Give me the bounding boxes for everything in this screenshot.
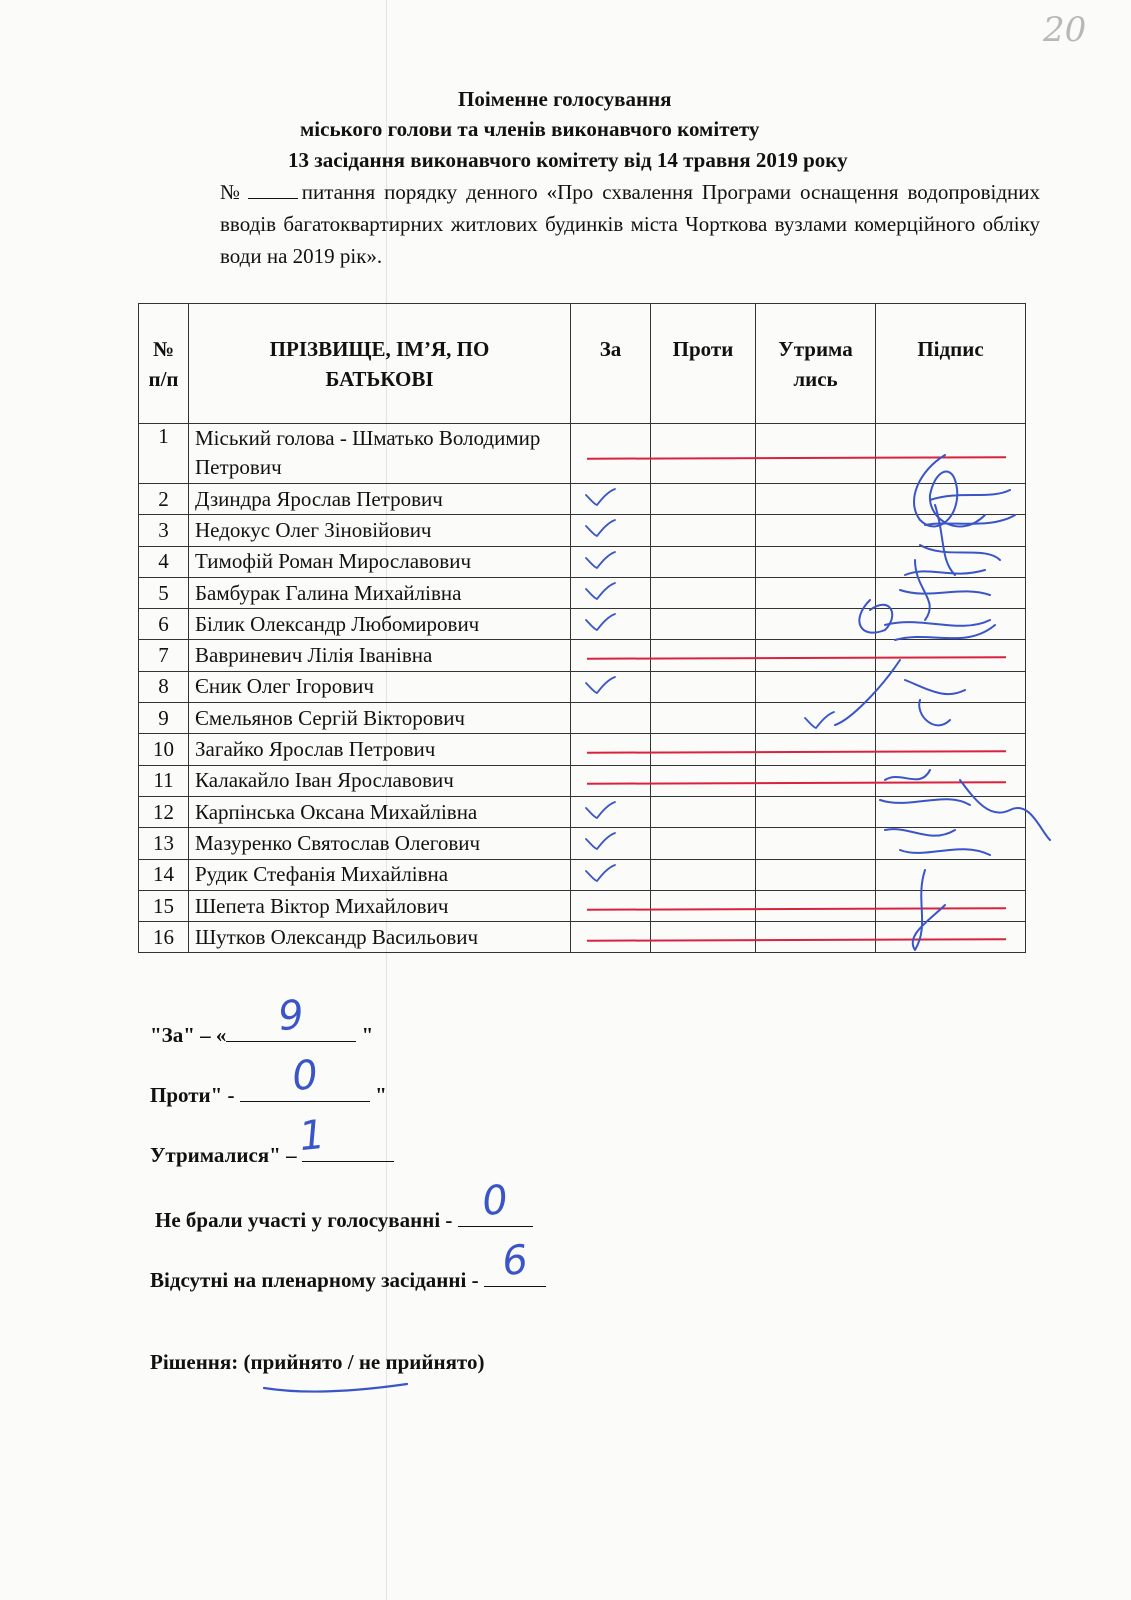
vote-cell-abstain	[756, 577, 876, 608]
vote-cell-against	[651, 859, 756, 890]
member-name: Ємельянов Сергій Вікторович	[189, 703, 571, 734]
vote-cell-against	[651, 546, 756, 577]
row-number: 9	[139, 703, 189, 734]
summary-not-voting-field	[458, 1176, 533, 1227]
vote-cell-against	[651, 796, 756, 827]
vote-cell-for	[571, 546, 651, 577]
checkmark-icon	[583, 549, 617, 577]
checkmark-icon	[583, 517, 617, 545]
row-number: 5	[139, 577, 189, 608]
vote-rows	[139, 424, 1026, 953]
title-line-2: міського голови та членів виконавчого комітету	[300, 117, 760, 141]
agenda-item	[220, 176, 1040, 272]
table-row	[139, 609, 1026, 640]
vote-cell-signature	[876, 515, 1026, 546]
summary-abstain	[150, 1111, 394, 1168]
vote-cell-for	[571, 609, 651, 640]
vote-cell-against	[651, 640, 756, 671]
decision-label: Рішення:	[150, 1350, 244, 1374]
summary-abstain-field	[296, 1111, 394, 1162]
summary-not-voting-value: 0	[480, 1176, 511, 1226]
member-name: Карпінська Оксана Михайлівна	[189, 796, 571, 827]
row-number: 11	[139, 765, 189, 796]
table-row	[139, 922, 1026, 953]
header-abstain: Утрима лись	[756, 304, 876, 424]
row-number: 1	[139, 424, 189, 484]
member-name: Шепета Віктор Михайлович	[189, 890, 571, 921]
vote-cell-abstain	[756, 484, 876, 515]
vote-cell-against	[651, 671, 756, 702]
summary-against-field	[240, 1051, 370, 1102]
vote-cell-abstain	[756, 515, 876, 546]
row-number: 10	[139, 734, 189, 765]
checkmark-icon	[583, 862, 617, 890]
table-row	[139, 703, 1026, 734]
table-row	[139, 859, 1026, 890]
row-number: 13	[139, 828, 189, 859]
header-name: ПРІЗВИЩЕ, ІМ’Я, ПО БАТЬКОВІ	[189, 304, 571, 424]
vote-cell-against	[651, 734, 756, 765]
agenda-number-sign: №	[220, 180, 244, 204]
checkmark-icon	[583, 611, 617, 639]
row-number: 15	[139, 890, 189, 921]
vote-cell-abstain	[756, 734, 876, 765]
member-name: Калакайло Іван Ярославович	[189, 765, 571, 796]
vote-cell-abstain	[756, 671, 876, 702]
title-line-3: 13 засідання виконавчого комітету від 14 травня 2019 року	[288, 148, 848, 172]
vote-cell-abstain	[756, 640, 876, 671]
checkmark-icon	[583, 830, 617, 858]
member-name: Недокус Олег Зіновійович	[189, 515, 571, 546]
table-row	[139, 515, 1026, 546]
table-row	[139, 828, 1026, 859]
decision-underline	[262, 1380, 412, 1400]
vote-cell-for	[571, 765, 651, 796]
vote-cell-against	[651, 828, 756, 859]
row-number: 2	[139, 484, 189, 515]
vote-cell-abstain	[756, 703, 876, 734]
vote-cell-for	[571, 577, 651, 608]
summary-against-label: Проти" -	[150, 1083, 240, 1107]
vote-cell-against	[651, 609, 756, 640]
member-name: Тимофій Роман Мирославович	[189, 546, 571, 577]
vote-cell-signature	[876, 424, 1026, 484]
checkmark-icon	[583, 580, 617, 608]
vote-cell-against	[651, 424, 756, 484]
summary-absent	[150, 1236, 546, 1293]
vote-cell-signature	[876, 890, 1026, 921]
header-against: Проти	[651, 304, 756, 424]
vote-cell-for	[571, 484, 651, 515]
summary-for-label: "За" – «	[150, 1023, 227, 1047]
vote-cell-against	[651, 577, 756, 608]
vote-cell-signature	[876, 796, 1026, 827]
vote-table	[138, 303, 1026, 953]
vote-cell-abstain	[756, 890, 876, 921]
row-number: 7	[139, 640, 189, 671]
summary-against-suffix: "	[369, 1083, 387, 1107]
table-row	[139, 671, 1026, 702]
agenda-text: питання порядку денного «Про схвалення Програми оснащення водопровідних вводів багатоквартирних житлових будинків міста Чорткова вузлами комерційного обліку води на 2019 рік».	[220, 180, 1040, 268]
checkmark-icon	[583, 674, 617, 702]
vote-cell-for	[571, 859, 651, 890]
page-number-mark: 20	[1043, 10, 1087, 50]
vote-cell-against	[651, 890, 756, 921]
summary-not-voting	[155, 1176, 533, 1233]
vote-cell-signature	[876, 828, 1026, 859]
vote-cell-signature	[876, 703, 1026, 734]
vote-cell-abstain	[756, 796, 876, 827]
checkmark-icon	[583, 799, 617, 827]
vote-cell-against	[651, 515, 756, 546]
vote-cell-for	[571, 890, 651, 921]
checkmark-icon	[802, 709, 836, 737]
vote-cell-against	[651, 765, 756, 796]
vote-cell-signature	[876, 609, 1026, 640]
row-number: 4	[139, 546, 189, 577]
checkmark-icon	[583, 486, 617, 514]
member-name: Рудик Стефанія Михайлівна	[189, 859, 571, 890]
vote-cell-for	[571, 734, 651, 765]
vote-cell-abstain	[756, 828, 876, 859]
row-number: 14	[139, 859, 189, 890]
vote-cell-abstain	[756, 546, 876, 577]
header-for: За	[571, 304, 651, 424]
member-name: Міський голова - Шматько Володимир Петрович	[189, 424, 571, 484]
vote-cell-signature	[876, 671, 1026, 702]
member-name: Білик Олександр Любомирович	[189, 609, 571, 640]
table-row	[139, 734, 1026, 765]
header-signature: Підпис	[876, 304, 1026, 424]
vote-cell-abstain	[756, 859, 876, 890]
vote-cell-for	[571, 515, 651, 546]
header-num: № п/п	[139, 304, 189, 424]
vote-cell-signature	[876, 546, 1026, 577]
vote-cell-abstain	[756, 609, 876, 640]
member-name: Єник Олег Ігорович	[189, 671, 571, 702]
row-number: 12	[139, 796, 189, 827]
decision-options: (прийнято / не прийнято)	[243, 1350, 485, 1374]
summary-against	[150, 1051, 387, 1108]
table-row	[139, 484, 1026, 515]
vote-cell-for	[571, 640, 651, 671]
summary-against-value: 0	[289, 1051, 320, 1101]
vote-cell-for	[571, 703, 651, 734]
vote-cell-for	[571, 922, 651, 953]
vote-cell-signature	[876, 484, 1026, 515]
vote-cell-abstain	[756, 922, 876, 953]
row-number: 8	[139, 671, 189, 702]
vote-cell-abstain	[756, 424, 876, 484]
agenda-number-blank	[248, 180, 298, 199]
member-name: Вавриневич Лілія Іванівна	[189, 640, 571, 671]
vote-cell-against	[651, 922, 756, 953]
vote-cell-against	[651, 484, 756, 515]
member-name: Дзиндра Ярослав Петрович	[189, 484, 571, 515]
vote-cell-for	[571, 424, 651, 484]
summary-absent-value: 6	[499, 1236, 530, 1286]
summary-abstain-label: Утрималися" –	[150, 1143, 302, 1167]
member-name: Мазуренко Святослав Олегович	[189, 828, 571, 859]
table-row	[139, 890, 1026, 921]
table-row	[139, 796, 1026, 827]
vote-cell-for	[571, 828, 651, 859]
table-row	[139, 577, 1026, 608]
summary-absent-field	[484, 1236, 546, 1287]
summary-not-voting-label: Не брали участі у голосуванні -	[155, 1208, 458, 1232]
vote-cell-for	[571, 671, 651, 702]
member-name: Загайко Ярослав Петрович	[189, 734, 571, 765]
summary-abstain-value: 1	[296, 1111, 327, 1161]
summary-for	[150, 991, 374, 1048]
row-number: 3	[139, 515, 189, 546]
summary-for-suffix: "	[356, 1023, 374, 1047]
summary-for-field	[226, 991, 356, 1042]
summary-for-value: 9	[276, 991, 307, 1041]
vote-cell-signature	[876, 859, 1026, 890]
member-name: Шутков Олександр Васильович	[189, 922, 571, 953]
vote-cell-for	[571, 796, 651, 827]
summary-absent-label: Відсутні на пленарному засіданні -	[150, 1268, 484, 1292]
table-row	[139, 424, 1026, 484]
vote-cell-signature	[876, 577, 1026, 608]
row-number: 16	[139, 922, 189, 953]
table-row	[139, 640, 1026, 671]
member-name: Бамбурак Галина Михайлівна	[189, 577, 571, 608]
decision-line	[150, 1350, 484, 1375]
table-row	[139, 546, 1026, 577]
vote-cell-against	[651, 703, 756, 734]
row-number: 6	[139, 609, 189, 640]
title-line-1: Поіменне голосування	[458, 87, 672, 111]
